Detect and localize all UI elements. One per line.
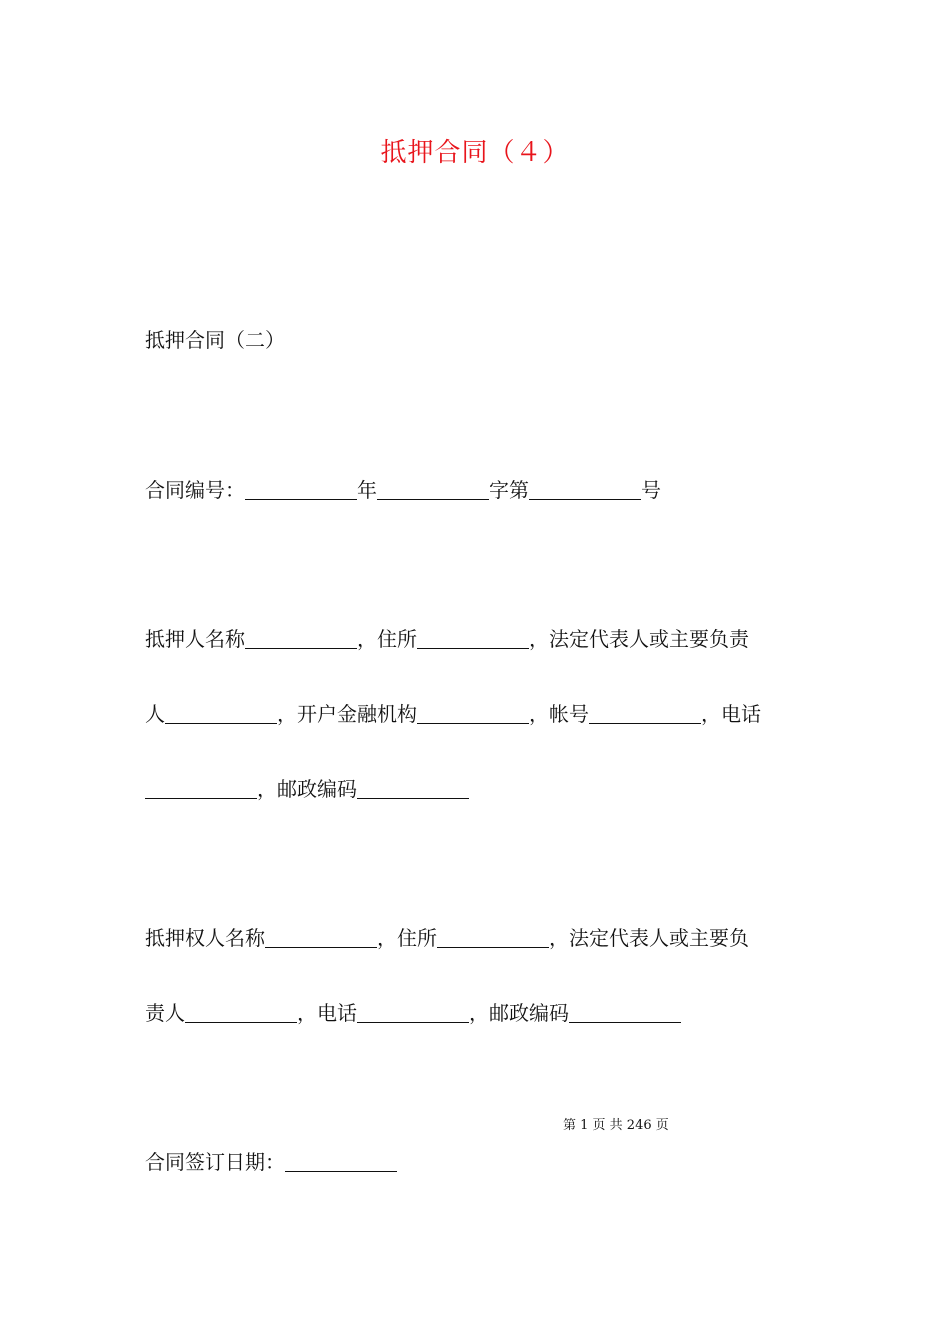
document-title: 抵押合同（４） xyxy=(380,138,570,168)
mortgagor-bank-label: ，开户金融机构 xyxy=(277,702,417,726)
mortgagee-name-label: 抵押权人名称 xyxy=(145,926,265,950)
blank-field xyxy=(357,778,469,799)
blank-field xyxy=(589,703,701,724)
mortgagor-line-3 xyxy=(145,775,815,803)
mortgagor-line-1 xyxy=(145,625,815,653)
mortgagor-legal-rep-cont: 人 xyxy=(145,702,165,726)
mortgagee-legal-rep-cont: 责人 xyxy=(145,1001,185,1025)
sign-date-line xyxy=(145,1148,815,1176)
blank-field xyxy=(377,479,489,500)
subtitle-text: 抵押合同（二） xyxy=(145,328,285,352)
mortgagee-legal-rep-label: ，法定代表人或主要负 xyxy=(549,926,749,950)
blank-field xyxy=(245,628,357,649)
blank-field xyxy=(529,479,641,500)
blank-field xyxy=(437,927,549,948)
page-footer: 第 1 页 共 246 页 xyxy=(563,1118,669,1133)
blank-field xyxy=(569,1002,681,1023)
mortgagor-address-label: ，住所 xyxy=(357,627,417,651)
blank-field xyxy=(357,1002,469,1023)
blank-field xyxy=(145,778,257,799)
blank-field xyxy=(417,703,529,724)
mortgagee-phone-label: ，电话 xyxy=(297,1001,357,1025)
year-label: 年 xyxy=(357,478,377,502)
contract-number-label: 合同编号： xyxy=(145,478,245,502)
mortgagor-line-2 xyxy=(145,700,815,728)
char-no-label: 字第 xyxy=(489,478,529,502)
blank-field xyxy=(265,927,377,948)
mortgagee-line-1 xyxy=(145,924,815,952)
blank-field xyxy=(165,703,277,724)
mortgagor-account-label: ，帐号 xyxy=(529,702,589,726)
subtitle xyxy=(145,326,815,354)
number-suffix-label: 号 xyxy=(641,478,661,502)
mortgagor-phone-label: ，电话 xyxy=(701,702,761,726)
mortgagor-postal-label: ，邮政编码 xyxy=(257,777,357,801)
mortgagor-name-label: 抵押人名称 xyxy=(145,627,245,651)
sign-date-label: 合同签订日期： xyxy=(145,1150,285,1174)
blank-field xyxy=(185,1002,297,1023)
blank-field xyxy=(245,479,357,500)
blank-field xyxy=(417,628,529,649)
mortgagor-legal-rep-label: ，法定代表人或主要负责 xyxy=(529,627,749,651)
mortgagee-postal-label: ，邮政编码 xyxy=(469,1001,569,1025)
mortgagee-line-2 xyxy=(145,999,815,1027)
contract-number-line xyxy=(145,476,815,504)
mortgagee-address-label: ，住所 xyxy=(377,926,437,950)
blank-field xyxy=(285,1151,397,1172)
